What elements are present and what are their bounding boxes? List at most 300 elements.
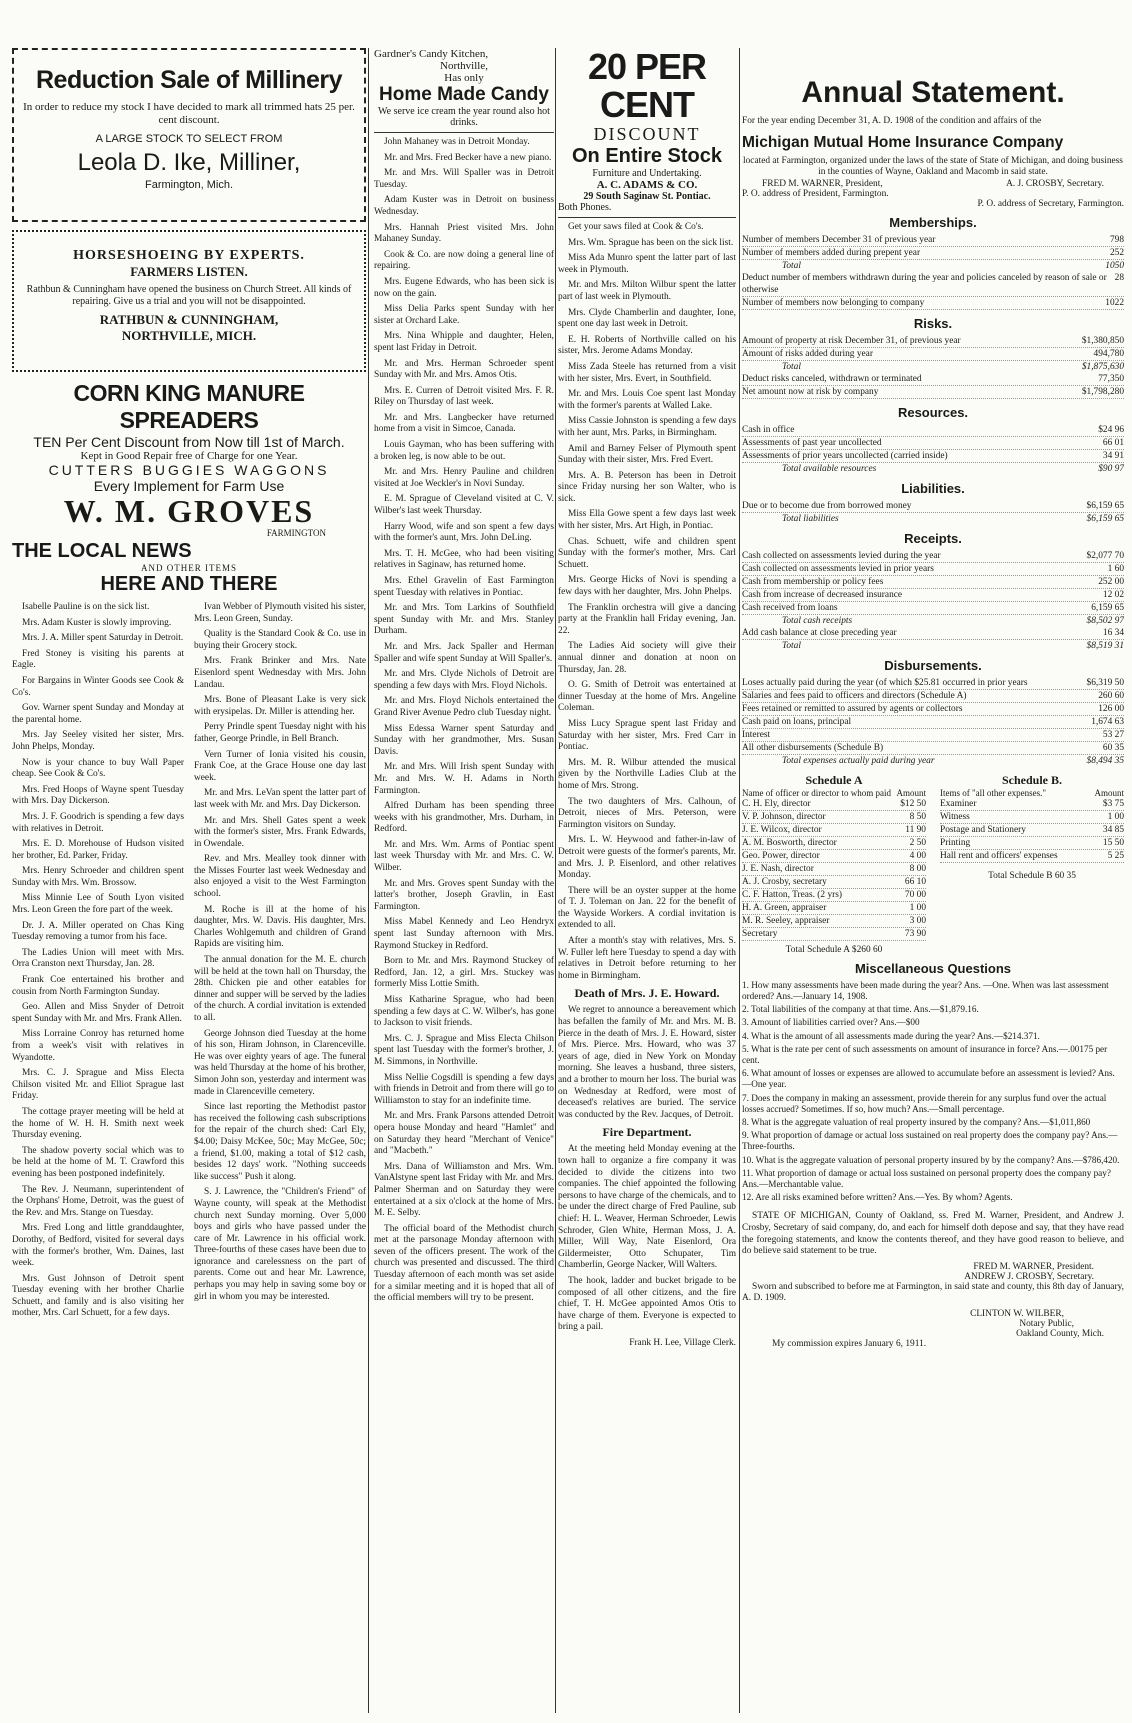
discount-sub1: DISCOUNT xyxy=(593,124,701,144)
news-item: Frank Coe entertained his brother and cousin from North Farmington Sunday. xyxy=(12,975,184,997)
misc-question: 10. What is the aggregate valuation of personal property insured by by the company? Ans.—$786,420. xyxy=(742,1154,1120,1165)
table-row xyxy=(742,450,1124,463)
schedule-row xyxy=(742,915,926,928)
schedule-name: H. A. Green, appraiser xyxy=(742,902,827,913)
table-row xyxy=(742,463,1124,475)
news-item: Born to Mr. and Mrs. Raymond Stuckey of Redford, Jan. 12, a girl. Mrs. Stuckey was formerly Miss Lottie Smith. xyxy=(374,956,554,990)
disbursements-table xyxy=(742,677,1124,767)
news-item: Amil and Barney Felser of Plymouth spent Sunday with their sister, Mrs. Fred Evert. xyxy=(558,443,736,466)
news-item: Mr. and Mrs. Langbecker have returned home from a visit in Simcoe, Canada. xyxy=(374,412,554,435)
spreaders-line1: TEN Per Cent Discount from Now till 1st of March. xyxy=(33,434,345,450)
local-news-and-other: AND OTHER ITEMS xyxy=(141,563,237,573)
schedule-amount: 2 50 xyxy=(909,837,926,848)
sworn-statement: Sworn and subscribed to before me at Farmington, in said state and county, this 8th day of January, A. D. 1909. xyxy=(742,1281,1124,1304)
schedule-amount: 66 10 xyxy=(904,876,926,887)
spreaders-line3: CUTTERS BUGGIES WAGGONS xyxy=(48,462,330,478)
row-value: 798 xyxy=(1109,234,1124,245)
row-value: 252 00 xyxy=(1098,576,1124,587)
row-value: $6,159 65 xyxy=(1086,513,1124,524)
table-row xyxy=(742,576,1124,589)
discount-title: 20 PER CENT xyxy=(587,48,707,125)
row-value: 16 34 xyxy=(1102,627,1124,638)
schedule-b-head xyxy=(940,788,1124,798)
news-item: Harry Wood, wife and son spent a few days with the former's aunt, Mrs. John DeLing. xyxy=(374,521,554,544)
schedule-name: C. H. Ely, director xyxy=(742,798,811,809)
row-label: Add cash balance at close preceding year xyxy=(742,627,897,638)
liabilities-title: Liabilities. xyxy=(901,480,965,496)
schedule-b-total: Total Schedule B 60 35 xyxy=(988,870,1076,881)
news-item: Mr. and Mrs. Will Irish spent Sunday with Mr. and Mrs. W. H. Adams in North Farmington. xyxy=(374,762,554,796)
horseshoe-ad xyxy=(12,230,366,372)
column-rule xyxy=(739,48,740,1713)
news-item: Miss Lucy Sprague spent last Friday and Saturday with her sister, Mrs. Fred Carr in Pontiac. xyxy=(558,718,736,753)
schedule-b-head1: Items of "all other expenses." xyxy=(940,787,1047,798)
news-item: Miss Zada Steele has returned from a visit with her sister, Mrs. Evert, in Southfield. xyxy=(558,361,736,384)
schedule-b xyxy=(940,773,1124,955)
local-news-title: THE LOCAL NEWS xyxy=(12,540,192,562)
schedule-a-head1: Name of officer or director to whom paid xyxy=(742,787,892,798)
schedule-amount: 73 90 xyxy=(904,928,926,939)
news-item: Isabelle Pauline is on the sick list. xyxy=(22,602,150,612)
row-value: $6,159 65 xyxy=(1086,500,1124,511)
president-address: P. O. address of President, Farmington. xyxy=(742,188,889,199)
schedule-amount: 11 90 xyxy=(905,824,926,835)
news-item: Rev. and Mrs. Mealley took dinner with the Misses Fourter last week Wednesday and also enjoyed a visit to the West Farmington school. xyxy=(194,854,366,900)
president-name: FRED M. WARNER, President, xyxy=(762,178,883,189)
notary-title: Notary Public, xyxy=(1019,1319,1074,1329)
millinery-place: Farmington, Mich. xyxy=(144,179,234,191)
row-label: Amount of risks added during year xyxy=(742,348,873,359)
horseshoe-name: RATHBUN & CUNNINGHAM, xyxy=(99,312,279,327)
news-item: Mr. and Mrs. Clyde Nichols of Detroit are spending a few days with Mrs. Floyd Nichols. xyxy=(374,669,554,691)
spreaders-title: CORN KING MANURE SPREADERS xyxy=(73,380,305,433)
schedule-amount: 8 00 xyxy=(909,863,926,874)
row-value: 1,674 63 xyxy=(1091,716,1124,727)
table-row xyxy=(742,234,1124,247)
news-item: Since last reporting the Methodist pastor has received the following cash subscriptions for the repair of the church shed: Carl Ely, $4.00; Daisy McKee, 50c; May McGee, 50c; a friend, $1.00, making a total of $12 cash, besides 12 days' work. "Nothing succeeds like success" Push it along. xyxy=(194,1102,366,1182)
news-item: Cook & Co. are now doing a general line of repairing. xyxy=(374,249,554,272)
schedule-a-total: Total Schedule A $260 60 xyxy=(785,944,883,955)
news-item: Mrs. Dana of Williamston and Mrs. Wm. VanAlstyne spent last Friday with Mr. and Mrs. Palmer Sherman and on Saturday they were entertained at a six o'clock at the home of Mrs. M. E. Selby. xyxy=(374,1161,554,1219)
schedule-amount: 4 00 xyxy=(909,850,926,861)
misc-question: 1. How many assessments have been made during the year? Ans. —One. When was last assessment ordered? Ans.—January 14, 1908. xyxy=(742,979,1109,1001)
row-label: Total xyxy=(782,640,801,651)
risks-title: Risks. xyxy=(913,315,953,331)
notary-county: Oakland County, Mich. xyxy=(1016,1329,1104,1339)
news-item: E. M. Sprague of Cleveland visited at C. V. Wilber's last week Thursday. xyxy=(374,494,554,517)
row-value: 53 27 xyxy=(1102,729,1124,740)
schedule-b-title: Schedule B. xyxy=(1001,772,1062,787)
row-value: $1,798,280 xyxy=(1081,386,1124,397)
schedule-a-title: Schedule A xyxy=(805,772,863,787)
schedule-a-head xyxy=(742,788,926,798)
news-item: After a month's stay with relatives, Mrs. S. W. Fuller left here Tuesday to spend a day with relatives in Detroit before returning to her home in Birmingham. xyxy=(558,936,736,981)
schedule-amount: $3 75 xyxy=(1102,798,1124,809)
schedule-amount: 15 50 xyxy=(1102,837,1124,848)
row-label: Deduct number of members withdrawn during the year and policies canceled by reason of sale or otherwise xyxy=(742,272,1107,295)
millinery-name: Leola D. Ike, Milliner, xyxy=(77,149,301,176)
news-item: Mr. and Mrs. Fred Becker have a new piano. xyxy=(384,152,552,163)
table-row xyxy=(742,272,1124,297)
spreaders-line4: Every Implement for Farm Use xyxy=(93,478,285,494)
news-item: Get your saws filed at Cook & Co's. xyxy=(568,222,704,232)
news-item: Mr. and Mrs. Henry Pauline and children visited at Joe Weckler's in Novi Sunday. xyxy=(374,467,554,489)
row-label: Number of members now belonging to company xyxy=(742,297,925,308)
row-value: 1022 xyxy=(1105,297,1124,308)
news-item: Mrs. Frank Brinker and Mrs. Nate Eisenlord spent Wednesday with Mrs. John Landau. xyxy=(194,656,366,690)
schedule-amount: 1 00 xyxy=(1107,811,1124,822)
officers xyxy=(742,179,1124,189)
news-item: Mr. and Mrs. Groves spent Sunday with the latter's brother, Joseph Gravlin, in East Farmington. xyxy=(374,878,554,912)
company-name: Michigan Mutual Home Insurance Company xyxy=(742,133,1064,151)
schedule-row xyxy=(742,824,926,837)
fire-title: Fire Department. xyxy=(602,1125,692,1140)
statement-title: Annual Statement. xyxy=(801,76,1065,109)
millinery-body: In order to reduce my stock I have decided to mark all trimmed hats 25 per. cent discount. xyxy=(23,101,355,126)
fire-body-2: The hook, ladder and bucket brigade to be composed of all other citizens, and the fire chief, T. H. McGee appointed Amos Otis to have charge of them. Everyone is expected to bring a pail. xyxy=(558,1275,736,1333)
table-row xyxy=(742,550,1124,563)
news-item: The shadow poverty social which was to be held at the home of M. T. Crawford this evening has been postponed indefinitely. xyxy=(12,1145,184,1179)
row-label: Cash collected on assessments levied in prior years xyxy=(742,563,934,574)
schedule-amount: 3 00 xyxy=(909,915,926,926)
discount-line4: Both Phones. xyxy=(558,202,612,213)
news-item: Mrs. Eugene Edwards, who has been sick is now on the gain. xyxy=(374,276,554,299)
news-item: Mrs. J. A. Miller spent Saturday in Detroit. xyxy=(22,633,184,644)
misc-question: 9. What proportion of damage or actual loss sustained on real property does the company pay? Ans.—Three-fourths. xyxy=(742,1130,1118,1152)
schedule-row xyxy=(742,902,926,915)
row-label: All other disbursements (Schedule B) xyxy=(742,742,884,753)
news-item: The cottage prayer meeting will be held at the home of W. H. H. Smith next week Thursday evening. xyxy=(12,1106,184,1141)
schedule-row xyxy=(940,824,1124,837)
fire-body: At the meeting held Monday evening at the town hall to organize a fire company it was decided to divide the citizens into two companies. The chief appointed the following persons to have charge of the chemicals, and to be under the direct charge of Fred Pauline, sub chief: H. L. Weaver, Herman Schroeder, Lewis Schroder, Glen White, Herman Moss, J. A. Miller, Will Way, Nate Eisenlord, Ora Gildermeister, Otto Schupater, Tim Chamberlin, George Nacker, Will Walters. xyxy=(558,1144,736,1271)
news-item: Mrs. Hannah Priest visited Mrs. John Mahaney Sunday. xyxy=(374,222,554,245)
schedule-name: J. E. Nash, director xyxy=(742,863,814,874)
news-item: There will be an oyster supper at the home of T. J. Toleman on Jan. 22 for the benefit of the Wayside Workers. A cordial invitation is extended to all. xyxy=(558,885,736,931)
news-item: Mr. and Mrs. Will Spaller was in Detroit Tuesday. xyxy=(374,168,554,190)
news-item: Miss Mabel Kennedy and Leo Hendryx spent last Sunday afternoon with Mrs. Raymond Stuckey in Redford. xyxy=(374,917,554,951)
misc-question: 12. Are all risks examined before written? Ans.—Yes. By whom? Agents. xyxy=(742,1192,1013,1203)
local-news-subtitle: HERE AND THERE xyxy=(100,573,278,595)
table-row xyxy=(742,373,1124,386)
news-item: Mrs. E. D. Morehouse of Hudson visited her brother, Ed. Parker, Friday. xyxy=(12,839,184,861)
news-item: Mr. and Mrs. LeVan spent the latter part of last week with Mr. and Mrs. Day Dickerson. xyxy=(194,788,366,810)
news-item: Mrs. A. B. Peterson has been in Detroit since Friday nursing her son Walter, who is sick. xyxy=(558,470,736,504)
row-label: Interest xyxy=(742,729,771,740)
candy-line5: We serve ice cream the year round also hot drinks. xyxy=(378,106,550,128)
news-item: Mrs. L. W. Heywood and father-in-law of Detroit were guests of the former's parents, Mr. and Mrs. J. P. Eisenlord, and other relatives Monday. xyxy=(558,835,736,881)
row-value: 28 xyxy=(1114,272,1124,283)
news-item: Mrs. Nina Whipple and daughter, Helen, spent last Friday in Detroit. xyxy=(374,331,554,353)
schedule-row xyxy=(742,837,926,850)
news-item: Miss Minnie Lee of South Lyon visited Mrs. Leon Green the fore part of the week. xyxy=(12,893,184,916)
news-item: Mrs. Ethel Gravelin of East Farmington spent Tuesday with relatives in Pontiac. xyxy=(374,576,554,598)
local-news-right xyxy=(194,602,366,1324)
resources-title: Resources. xyxy=(897,404,969,420)
column-rule xyxy=(368,48,369,1713)
spreaders-ad xyxy=(12,380,366,538)
table-row xyxy=(742,742,1124,755)
news-item: Mrs. Henry Schroeder and children spent Sunday with Mrs. Wm. Brossow. xyxy=(12,866,184,888)
row-value: $8,494 35 xyxy=(1086,755,1124,766)
fire-sign: Frank H. Lee, Village Clerk. xyxy=(629,1337,736,1348)
schedule-row xyxy=(940,837,1124,850)
row-label: Salaries and fees paid to officers and directors (Schedule A) xyxy=(742,690,967,701)
row-label: Number of members added during prepent year xyxy=(742,247,921,258)
local-news-columns xyxy=(12,602,366,1324)
table-row xyxy=(742,703,1124,716)
row-label: Total expenses actually paid during year xyxy=(782,755,935,766)
row-value: 66 01 xyxy=(1102,437,1124,448)
news-item: Mr. and Mrs. Herman Schroeder spent Sunday with Mr. and Mrs. Amos Otis. xyxy=(374,358,554,381)
news-item: M. Roche is ill at the home of his daughter, Mrs. W. Davis. His daughter, Mrs. Charles Wohlgemuth and children of Grand Rapids are visiting him. xyxy=(194,904,366,950)
table-row xyxy=(742,297,1124,310)
schedule-name: M. R. Seeley, appraiser xyxy=(742,915,830,926)
disbursements-title: Disbursements. xyxy=(884,657,982,673)
news-item: Miss Lorraine Conroy has returned home from a week's visit with relatives in Wyandotte. xyxy=(12,1029,184,1063)
candy-line2: Northville, xyxy=(440,60,488,72)
receipts-title: Receipts. xyxy=(904,530,962,546)
news-item: Louis Gayman, who has been suffering with a broken leg, is now able to be out. xyxy=(374,440,554,462)
table-row xyxy=(742,563,1124,576)
row-label: Cash from membership or policy fees xyxy=(742,576,884,587)
schedule-row xyxy=(742,850,926,863)
news-item: Mrs. Jay Seeley visited her sister, Mrs. John Phelps, Monday. xyxy=(12,730,184,752)
news-item: Geo. Allen and Miss Snyder of Detroit spent Sunday with Mr. and Mrs. Frank Allen. xyxy=(12,1002,184,1024)
table-row xyxy=(742,690,1124,703)
millinery-stock: A LARGE STOCK TO SELECT FROM xyxy=(95,133,283,145)
fire-department xyxy=(558,1125,736,1348)
news-item: The Franklin orchestra will give a dancing party at the Franklin hall Friday evening, Jan. 22. xyxy=(558,602,736,636)
news-item: Gov. Warner spent Sunday and Monday at the parental home. xyxy=(12,703,184,725)
row-value: 6,159 65 xyxy=(1091,602,1124,613)
table-row xyxy=(742,247,1124,260)
table-row xyxy=(742,729,1124,742)
row-value: 126 00 xyxy=(1098,703,1124,714)
schedule-name: A. M. Bosworth, director xyxy=(742,837,837,848)
misc-question: 2. Total liabilities of the company at that time. Ans.—$1,879.16. xyxy=(742,1004,979,1015)
news-item: O. G. Smith of Detroit was entertained at dinner Tuesday at the home of Mrs. Angeline Coleman. xyxy=(558,680,736,714)
news-item: Miss Katharine Sprague, who had been spending a few days at C. W. Wilber's, has gone to Jackson to visit friends. xyxy=(374,995,554,1029)
receipts-table xyxy=(742,550,1124,652)
column-rule xyxy=(555,48,556,1713)
schedule-amount: 34 85 xyxy=(1102,824,1124,835)
schedule-row xyxy=(940,798,1124,811)
spreaders-name: W. M. GROVES xyxy=(63,493,315,529)
row-label: Total cash receipts xyxy=(782,615,853,626)
schedule-b-head2: Amount xyxy=(1094,787,1124,798)
horseshoe-body: Rathbun & Cunningham have opened the business on Church Street. All kinds of repairing. Give us a trial and you will not be disappointed. xyxy=(26,284,352,307)
schedule-row xyxy=(742,876,926,889)
misc-question: 8. What is the aggregate valuation of real property insured by the company? Ans.—$1,011,860 xyxy=(742,1117,1091,1128)
liabilities-table xyxy=(742,500,1124,525)
millinery-title: Reduction Sale of Millinery xyxy=(36,66,342,94)
news-item: Mrs. C. J. Sprague and Miss Electa Chilson visited Mr. and Elliot Sprague last Friday. xyxy=(12,1068,184,1102)
row-value: $8,502 97 xyxy=(1086,615,1124,626)
row-label: Cash from increase of decreased insurance xyxy=(742,589,903,600)
row-label: Total xyxy=(782,260,801,271)
death-title: Death of Mrs. J. E. Howard. xyxy=(574,986,720,1001)
row-value: 260 60 xyxy=(1098,690,1124,701)
news-item: Miss Ella Gowe spent a few days last week with her sister, Mrs. Art High, in Pontiac. xyxy=(558,509,736,532)
schedule-a-table xyxy=(742,798,926,941)
table-row xyxy=(742,602,1124,615)
news-item: The Rev. J. Neumann, superintendent of the Orphans' Home, Detroit, was the guest of the Rev. and Mrs. Stange on Tuesday. xyxy=(12,1184,184,1218)
news-item: Mrs. Clyde Chamberlin and daughter, Ione, spent one day last week in Detroit. xyxy=(558,307,736,330)
horseshoe-title: HORSESHOEING BY EXPERTS. xyxy=(73,248,305,263)
news-item: Fred Stoney is visiting his parents at Eagle. xyxy=(12,648,184,671)
news-item: Mrs. C. J. Sprague and Miss Electa Chilson spent last Tuesday with the former's brother, J. M. Simmons, in Northville. xyxy=(374,1033,554,1067)
table-row xyxy=(742,627,1124,640)
news-item: The annual donation for the M. E. church will be held at the town hall on Thursday, the 28th. Chicken pie and other eatables for dinner and supper will be served by the ladies of the church. A cordial invitation is extended to all. xyxy=(194,955,366,1023)
news-item: Mrs. M. R. Wilbur attended the musical given by the Northville Ladies Club at the home of Mrs. Strong. xyxy=(558,757,736,791)
schedule-name: Secretary xyxy=(742,928,778,939)
row-value: $24 96 xyxy=(1098,424,1124,435)
spreaders-place: FARMINGTON xyxy=(266,528,326,538)
signature-president: FRED M. WARNER, President. xyxy=(973,1261,1094,1272)
schedule-name: Examiner xyxy=(940,798,977,809)
news-item: Mr. and Mrs. Louis Coe spent last Monday with the former's parents at Walled Lake. xyxy=(558,389,736,411)
candy-line1: Gardner's Candy Kitchen, xyxy=(374,48,489,60)
schedule-row xyxy=(940,850,1124,863)
notary-name: CLINTON W. WILBER, xyxy=(970,1309,1064,1319)
table-row xyxy=(742,361,1124,373)
misc-question: 4. What is the amount of all assessments made during the year? Ans.—$214.371. xyxy=(742,1030,1040,1041)
news-item: Mr. and Mrs. Jack Spaller and Herman Spaller and wife spent Sunday at Will Spaller's. xyxy=(374,641,554,664)
misc-question: 11. What proportion of damage or actual loss sustained on personal property does the company pay? Ans.—Merchantable value. xyxy=(742,1167,1111,1190)
table-row xyxy=(742,260,1124,272)
news-item: Mrs. J. F. Goodrich is spending a few days with relatives in Detroit. xyxy=(12,811,184,834)
schedule-row xyxy=(742,889,926,902)
schedule-name: Geo. Power, director xyxy=(742,850,820,861)
discount-ad xyxy=(558,48,736,218)
table-row xyxy=(742,615,1124,627)
news-item: Adam Kuster was in Detroit on business Wednesday. xyxy=(374,195,554,217)
news-item: Mrs. Wm. Sprague has been on the sick list. xyxy=(568,237,734,248)
news-item: Vern Turner of Ionia visited his cousin, Frank Coe, at the Grace House one day last week. xyxy=(194,749,366,783)
news-item: Perry Prindle spent Tuesday night with his father, George Prindle, in Bell Branch. xyxy=(194,722,366,744)
company-location: located at Farmington, organized under the laws of the state of State of Michigan, and doing business in the counties of Wayne, Oakland and Macomb in said state. xyxy=(743,155,1123,178)
news-item: The Ladies Aid society will give their annual dinner and donation at noon on Thursday, Jan. 28. xyxy=(558,641,736,675)
schedule-row xyxy=(742,928,926,941)
table-row xyxy=(742,677,1124,690)
news-item: Miss Delia Parks spent Sunday with her sister at Orchard Lake. xyxy=(374,304,554,326)
news-item: Mr. and Mrs. Floyd Nichols entertained the Grand River Avenue Pedro club Tuesday night. xyxy=(374,696,554,718)
news-item: Mrs. Fred Long and little granddaughter, Dorothy, of Bedford, visited for several days with the former's brother, Wm. Daines, last week. xyxy=(12,1223,184,1269)
statement-intro: For the year ending December 31, A. D. 1908 of the condition and affairs of the xyxy=(742,116,1042,126)
news-item: The Ladies Union will meet with Mrs. Orra Cranston next Thursday, Jan. 28. xyxy=(12,947,184,970)
row-label: Cash collected on assessments levied during the year xyxy=(742,550,941,561)
news-item: Mrs. Adam Kuster is slowly improving. xyxy=(22,617,172,628)
row-label: Assessments of past year uncollected xyxy=(742,437,882,448)
row-value: $2,077 70 xyxy=(1086,550,1124,561)
table-row xyxy=(742,589,1124,602)
discount-sub2: On Entire Stock xyxy=(571,145,723,167)
schedule-name: J. E. Wilcox, director xyxy=(742,824,822,835)
candy-ad xyxy=(374,48,554,133)
misc-question: 5. What is the rate per cent of such assessments on amount of insurance in force? Ans.—.00175 per cent. xyxy=(742,1043,1108,1065)
news-item: Chas. Schuett, wife and children spent Sunday with the former's mother, Mrs. Carl Schuett. xyxy=(558,536,736,570)
schedule-a-head2: Amount xyxy=(896,787,926,798)
schedule-amount: 5 25 xyxy=(1107,850,1124,861)
row-label: Due or to become due from borrowed money xyxy=(742,500,912,511)
schedule-amount: 1 00 xyxy=(909,902,926,913)
row-label: Cash in office xyxy=(742,424,795,435)
news-item: Miss Cassie Johnston is spending a few days with her aunt, Mrs. Parks, in Birmingham. xyxy=(558,416,736,438)
schedule-amount: 70 00 xyxy=(904,889,926,900)
news-item: Mrs. Fred Hoops of Wayne spent Tuesday with Mrs. Day Dickerson. xyxy=(12,784,184,807)
discount-line3: 29 South Saginaw St. Pontiac. xyxy=(583,191,711,202)
news-item: Now is your chance to buy Wall Paper cheap. See Cook & Co's. xyxy=(12,757,184,780)
column-left xyxy=(12,48,366,1324)
schedule-row xyxy=(940,811,1124,824)
row-label: Cash paid on loans, principal xyxy=(742,716,852,727)
news-item: Mrs. Gust Johnson of Detroit spent Tuesday evening with her brother Charlie Schuett, and family and is also visiting her mother, Mrs. Carl Schuett, for a few days. xyxy=(12,1273,184,1319)
row-label: Cash received from loans xyxy=(742,602,838,613)
resources-table xyxy=(742,424,1124,475)
news-item: Dr. J. A. Miller operated on Chas King Tuesday removing a tumor from his face. xyxy=(12,920,184,943)
risks-table xyxy=(742,335,1124,399)
discount-line2: A. C. ADAMS & CO. xyxy=(596,179,698,191)
row-label: Amount of property at risk December 31, of previous year xyxy=(742,335,961,346)
news-item: Quality is the Standard Cook & Co. use in buying their Grocery stock. xyxy=(194,629,366,651)
news-item: The official board of the Methodist church met at the parsonage Monday afternoon with seven of the officers present. The work of the church was presented and discussed. The third Tuesday afternoon of each month was set aside for a similar meeting and it is hoped that all of the official members will try to be present. xyxy=(374,1223,554,1304)
schedule-name: Witness xyxy=(940,811,970,822)
row-label: Net amount now at risk by company xyxy=(742,386,879,397)
local-news-left xyxy=(12,602,184,1324)
row-value: 252 xyxy=(1109,247,1124,258)
column-three xyxy=(558,48,736,1348)
row-value: $1,380,850 xyxy=(1081,335,1124,346)
candy-line4: Home Made Candy xyxy=(379,84,549,105)
news-item: Mr. and Mrs. Wm. Arms of Pontiac spent last week Thursday with Mr. and Mrs. C. W. Wilber. xyxy=(374,839,554,874)
row-value: 34 91 xyxy=(1102,450,1124,461)
news-item: Mrs. George Hicks of Novi is spending a few days with her daughter, Mrs. John Phelps. xyxy=(558,575,736,598)
misc-questions xyxy=(742,980,1124,1204)
row-value: 12 02 xyxy=(1102,589,1124,600)
column-three-items xyxy=(558,222,736,982)
row-label: Fees retained or remitted to assured by agents or collectors xyxy=(742,703,963,714)
millinery-ad xyxy=(12,48,366,222)
schedule-amount: $12 50 xyxy=(900,798,926,809)
table-row xyxy=(742,640,1124,652)
column-two-items xyxy=(374,137,554,1305)
news-item: Ivan Webber of Plymouth visited his sister, Mrs. Leon Green, Sunday. xyxy=(194,602,366,624)
table-row xyxy=(742,513,1124,525)
table-row xyxy=(742,348,1124,361)
table-row xyxy=(742,716,1124,729)
signature-secretary: ANDREW J. CROSBY, Secretary. xyxy=(964,1271,1094,1282)
memberships-title: Memberships. xyxy=(889,214,977,230)
schedule-name: Postage and Stationery xyxy=(940,824,1026,835)
row-label: Total xyxy=(782,361,801,372)
schedule-amount: 8 50 xyxy=(909,811,926,822)
row-label: Total liabilities xyxy=(782,513,839,524)
news-item: Mrs. E. Curren of Detroit visited Mrs. F. R. Riley on Thursday of last week. xyxy=(374,385,554,408)
news-item: Mr. and Mrs. Shell Gates spent a week with the former's sister, Mrs. Frank Edwards, in Owendale. xyxy=(194,815,366,849)
column-two xyxy=(374,48,554,1309)
horseshoe-place: NORTHVILLE, MICH. xyxy=(121,328,257,343)
table-row xyxy=(742,424,1124,437)
row-value: 1 60 xyxy=(1107,563,1124,574)
schedule-name: V. P. Johnson, director xyxy=(742,811,826,822)
news-item: S. J. Lawrence, the "Children's Friend" of Wayne county, will speak at the Methodist church next Sunday morning. Over 5,000 boys and girls who have passed under the care of Mr. Lawrence in his official work. Three-fourths of these cases have been due to ignorance and carelessness on the part of parents. Come out and hear Mr. Lawrence, perhaps you may help in saving some boy or girl in whom you may be interested. xyxy=(194,1187,366,1302)
schedule-name: A. J. Crosby, secretary xyxy=(742,876,827,887)
row-value: $1,875,630 xyxy=(1081,361,1124,372)
schedule-row xyxy=(742,811,926,824)
annual-statement xyxy=(742,48,1124,1349)
news-item: John Mahaney was in Detroit Monday. xyxy=(384,137,530,147)
secretary-name: A. J. CROSBY, Secretary. xyxy=(1006,178,1104,189)
